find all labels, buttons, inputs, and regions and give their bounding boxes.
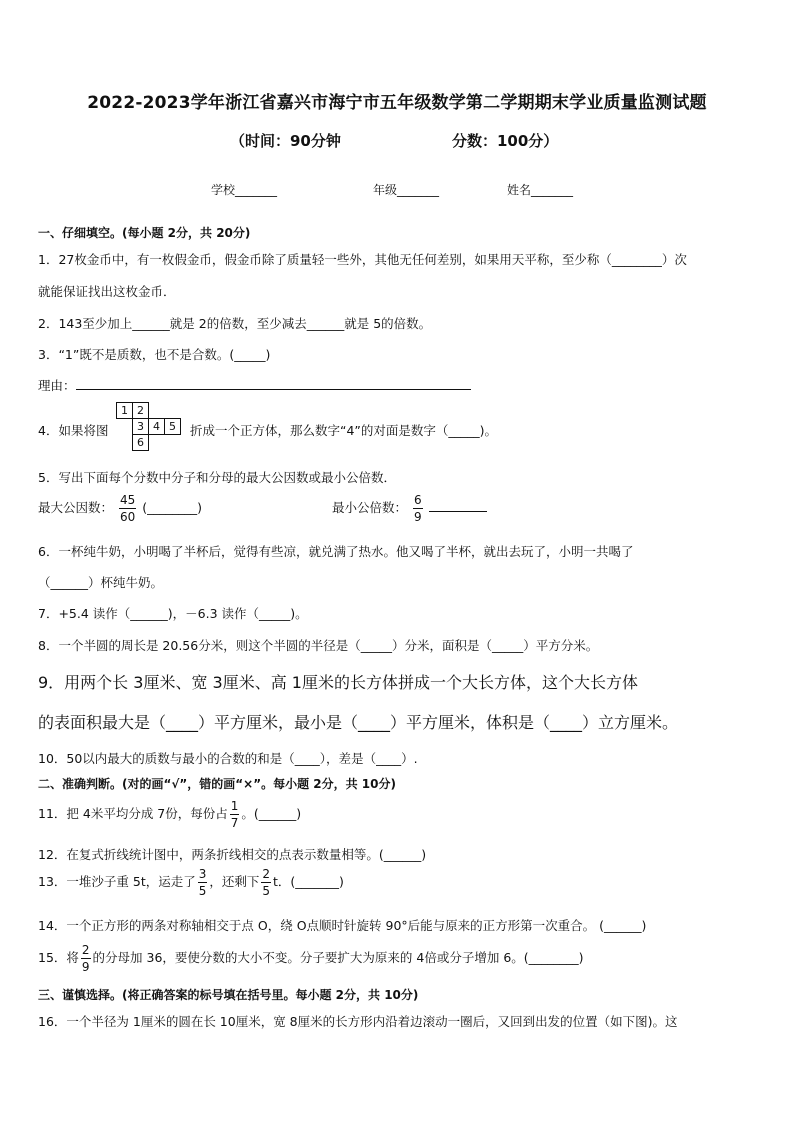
net-cell: 6	[133, 435, 149, 451]
q13-blank: t．(_______)	[273, 874, 344, 889]
fraction	[413, 494, 423, 523]
denominator: 9	[414, 510, 422, 524]
q13-text-mid: ，还剩下	[209, 874, 260, 889]
numerator: 2	[262, 867, 271, 881]
score-label: 分数：100分）	[452, 132, 559, 150]
numerator: 3	[198, 867, 207, 881]
question-9: 9．用两个长 3厘米、宽 3厘米、高 1厘米的长方体拼成一个大长方体，这个大长方体	[38, 673, 638, 692]
page-title: 2022-2023学年浙江省嘉兴市海宁市五年级数学第二学期期末学业质量监测试题	[87, 93, 707, 113]
q11-blank: 。(______)	[241, 806, 302, 821]
question-14: 14．一个正方形的两条对称轴相交于点 O，绕 O点顺时针旋转 90°后能与原来的正方形第一次重合。 (______)	[38, 918, 647, 933]
net-cell: 1	[117, 403, 133, 419]
lcm-label: 最小公倍数：	[332, 500, 408, 515]
question-1-cont: 就能保证找出这枚金币．	[38, 284, 176, 299]
q15-text-post: 的分母加 36，要使分数的大小不变。分子要扩大为原来的 4倍或分子增加 6。(________)	[92, 950, 584, 965]
question-5-gcd	[38, 494, 202, 523]
numerator: 1	[230, 799, 239, 813]
question-12: 12．在复式折线统计图中，两条折线相交的点表示数量相等。(______)	[38, 847, 427, 862]
question-15	[38, 944, 584, 973]
question-4: 折成一个正方体，那么数字“4”的对面是数字（_____)。	[190, 423, 498, 438]
name-field: 姓名_______	[507, 183, 574, 197]
question-4-prefix: 4．如果将图	[38, 423, 109, 438]
fraction	[198, 868, 208, 897]
q13-text: 13．一堆沙子重 5t，运走了	[38, 874, 196, 889]
net-cell: 2	[133, 403, 149, 419]
q15-text: 15．将	[38, 950, 79, 965]
q11-text: 11．把 4米平均分成 7份，每份占	[38, 806, 228, 821]
denominator: 5	[198, 884, 207, 898]
numerator: 2	[81, 943, 90, 957]
question-10: 10．50以内最大的质数与最小的合数的和是（____），差是（____）.	[38, 751, 418, 766]
numerator: 6	[414, 493, 422, 507]
section-heading-2: 二、准确判断。(对的画“√”，错的画“×”。每小题 2分，共 10分)	[38, 777, 396, 791]
question-3-reason	[38, 376, 471, 394]
question-5-lcm	[332, 494, 487, 523]
net-cell: 5	[165, 419, 181, 435]
grade-field: 年级_______	[373, 183, 440, 197]
question-8: 8．一个半圆的周长是 20.56分米，则这个半圆的半径是（_____）分米，面积是（_____）平方分米。	[38, 638, 599, 653]
gcd-label: 最大公因数：	[38, 500, 114, 515]
fraction	[230, 800, 240, 829]
section-heading-3: 三、谨慎选择。(将正确答案的标号填在括号里。每小题 2分，共 10分)	[38, 988, 419, 1002]
reason-line	[76, 376, 471, 390]
net-cell: 3	[133, 419, 149, 435]
question-3: 3．“1”既不是质数，也不是合数。(_____)	[38, 347, 271, 362]
denominator: 9	[81, 960, 90, 974]
net-cell: 4	[149, 419, 165, 435]
school-field: 学校_______	[211, 183, 278, 197]
question-13	[38, 868, 344, 897]
question-11	[38, 800, 301, 829]
reason-label: 理由：	[38, 378, 76, 393]
question-9-cont: 的表面积最大是（____）平方厘米，最小是（____）平方厘米，体积是（____）立方厘米。	[38, 713, 679, 732]
question-6: 6．一杯纯牛奶，小明喝了半杯后，觉得有些凉，就兑满了热水。他又喝了半杯，就出去玩了，小明一共喝了	[38, 544, 634, 559]
denominator: 7	[230, 816, 239, 830]
time-label: （时间：90分钟	[230, 132, 341, 150]
numerator: 45	[120, 493, 136, 507]
question-6-cont: （______）杯纯牛奶。	[38, 575, 164, 590]
denominator: 5	[262, 884, 271, 898]
lcm-blank-line	[429, 498, 487, 512]
section-heading-1: 一、仔细填空。(每小题 2分，共 20分)	[38, 226, 251, 240]
denominator: 60	[120, 510, 136, 524]
question-16: 16．一个半径为 1厘米的圆在长 10厘米，宽 8厘米的长方形内沿着边滚动一圈后，又回到出发的位置（如下图)。这	[38, 1014, 678, 1029]
question-5: 5．写出下面每个分数中分子和分母的最大公因数或最小公倍数．	[38, 470, 396, 485]
question-1: 1．27枚金币中，有一枚假金币，假金币除了质量轻一些外，其他无任何差别，如果用天平称，至少称（________）次	[38, 252, 687, 267]
gcd-blank: (________)	[142, 500, 203, 515]
fraction	[119, 494, 136, 523]
cube-net-figure	[116, 402, 181, 451]
fraction	[81, 944, 91, 973]
fraction	[261, 868, 271, 897]
question-7: 7．+5.4 读作（______)，－6.3 读作（_____)。	[38, 606, 308, 621]
question-2: 2．143至少加上______就是 2的倍数，至少减去______就是 5的倍数。	[38, 316, 432, 331]
